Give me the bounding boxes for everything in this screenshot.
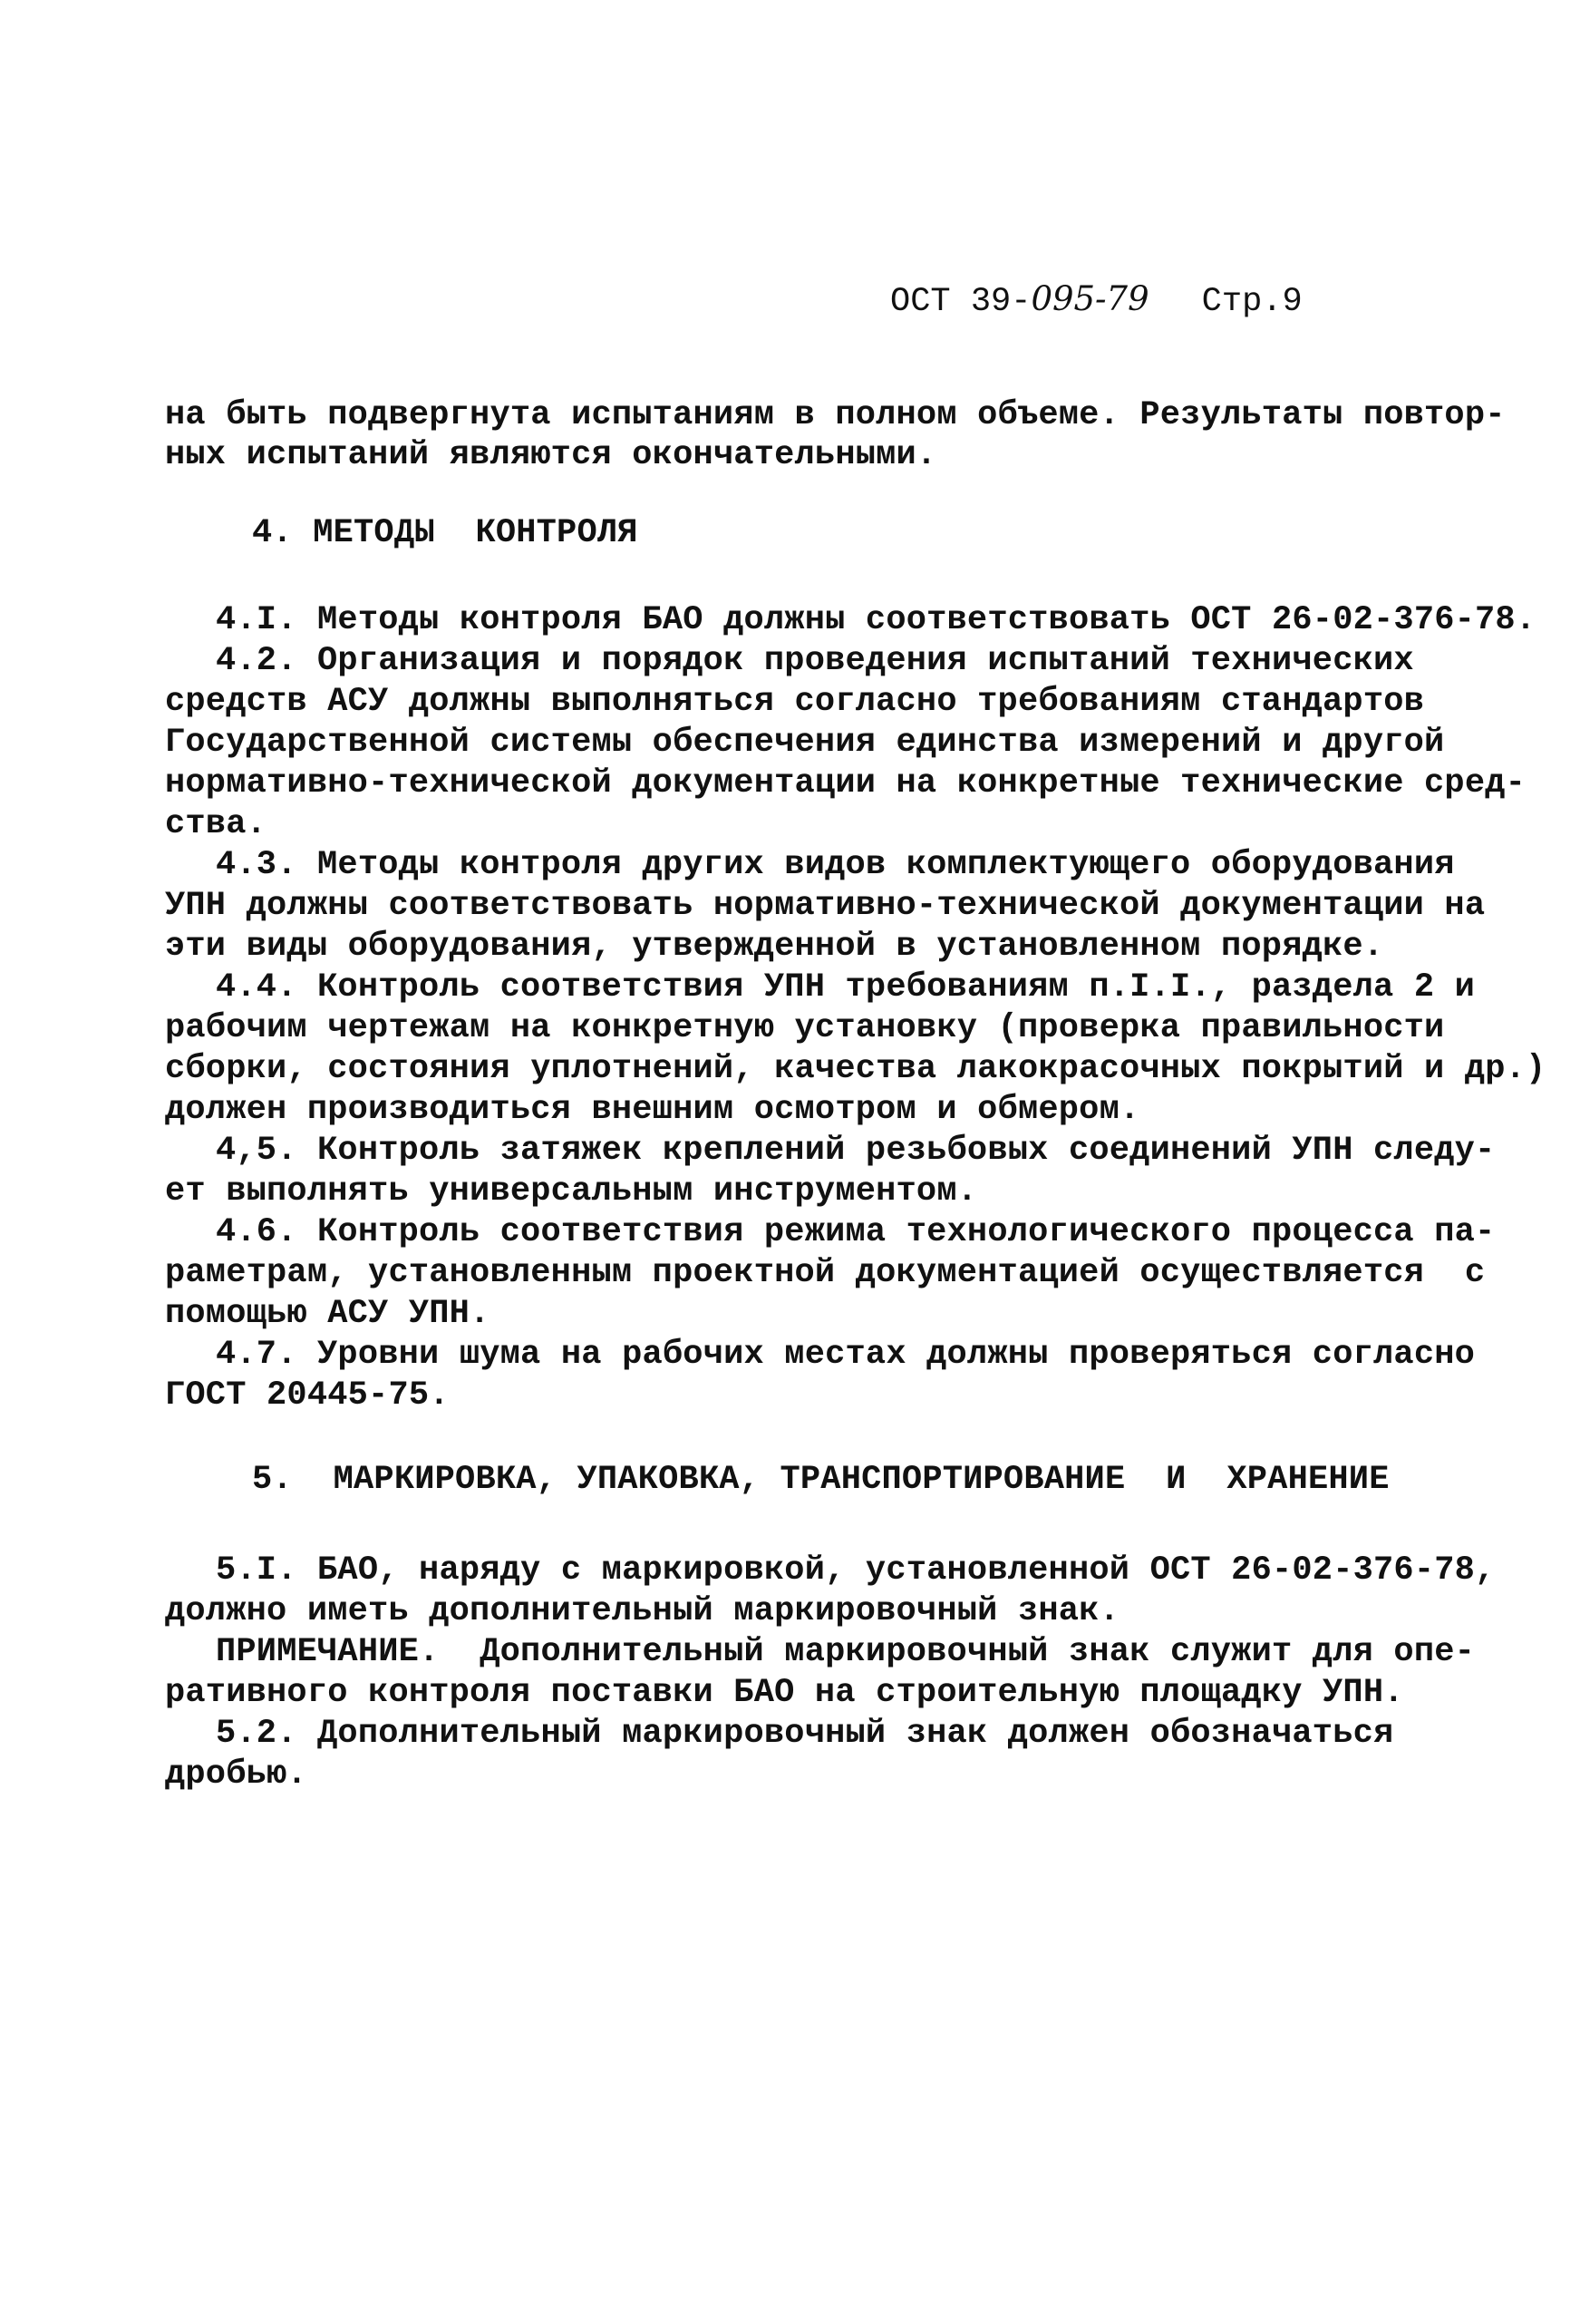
text-line: 4.I. Методы контроля БАО должны соответствовать ОСТ 26-02-376-78. — [216, 601, 1536, 639]
doc-number-handwritten: 095-79 — [1031, 279, 1149, 318]
text-line: должен производиться внешним осмотром и обмером. — [165, 1091, 1140, 1129]
text-line: ства. — [165, 805, 267, 843]
text-line: ет выполнять универсальным инструментом. — [165, 1172, 978, 1211]
text-line: ГОСТ 20445-75. — [165, 1376, 450, 1415]
page-number: Стр.9 — [1201, 283, 1303, 321]
text-line: на быть подвергнута испытаниям в полном объеме. Результаты повтор- — [165, 396, 1506, 434]
text-line: рабочим чертежам на конкретную установку (проверка правильности — [165, 1009, 1445, 1047]
text-line: Государственной системы обеспечения единства измерений и другой — [165, 724, 1445, 762]
text-line: раметрам, установленным проектной документацией осуществляется с — [165, 1254, 1486, 1292]
text-line: УПН должны соответствовать нормативно-технической документации на — [165, 887, 1486, 925]
text-line: эти виды оборудования, утвержденной в установленном порядке. — [165, 928, 1384, 966]
text-line: 5.2. Дополнительный маркировочный знак должен обозначаться — [216, 1715, 1394, 1753]
text-line: должно иметь дополнительный маркировочный знак. — [165, 1592, 1120, 1630]
text-line: 4,5. Контроль затяжек креплений резьбовых соединений УПН следу- — [216, 1132, 1496, 1170]
section-5-heading: 5. МАРКИРОВКА, УПАКОВКА, ТРАНСПОРТИРОВАНИЕ И ХРАНЕНИЕ — [252, 1461, 1390, 1499]
text-line: сборки, состояния уплотнений, качества лакокрасочных покрытий и др.) — [165, 1050, 1546, 1088]
text-line: 4.7. Уровни шума на рабочих местах должны проверяться согласно — [216, 1336, 1476, 1374]
text-line: 5.I. БАО, наряду с маркировкой, установленной ОСТ 26-02-376-78, — [216, 1551, 1496, 1590]
section-4-heading: 4. МЕТОДЫ КОНТРОЛЯ — [252, 514, 638, 552]
text-line: дробью. — [165, 1755, 307, 1794]
doc-prefix: ОСТ 39- — [890, 283, 1032, 321]
text-line: 4.6. Контроль соответствия режима технологического процесса па- — [216, 1213, 1496, 1251]
note-line: ПРИМЕЧАНИЕ. Дополнительный маркировочный знак служит для опе- — [216, 1633, 1476, 1671]
text-line: 4.2. Организация и порядок проведения испытаний технических — [216, 642, 1414, 680]
page-header — [890, 279, 1303, 322]
text-line: 4.4. Контроль соответствия УПН требованиям п.I.I., раздела 2 и — [216, 968, 1476, 1006]
text-line: средств АСУ должны выполняться согласно требованиям стандартов — [165, 683, 1425, 721]
text-line: нормативно-технической документации на конкретные технические сред- — [165, 764, 1527, 802]
text-line: помощью АСУ УПН. — [165, 1295, 490, 1333]
text-line: 4.3. Методы контроля других видов комплектующего оборудования — [216, 846, 1455, 884]
note-line: ративного контроля поставки БАО на строительную площадку УПН. — [165, 1674, 1404, 1712]
text-line: ных испытаний являются окончательными. — [165, 436, 937, 474]
